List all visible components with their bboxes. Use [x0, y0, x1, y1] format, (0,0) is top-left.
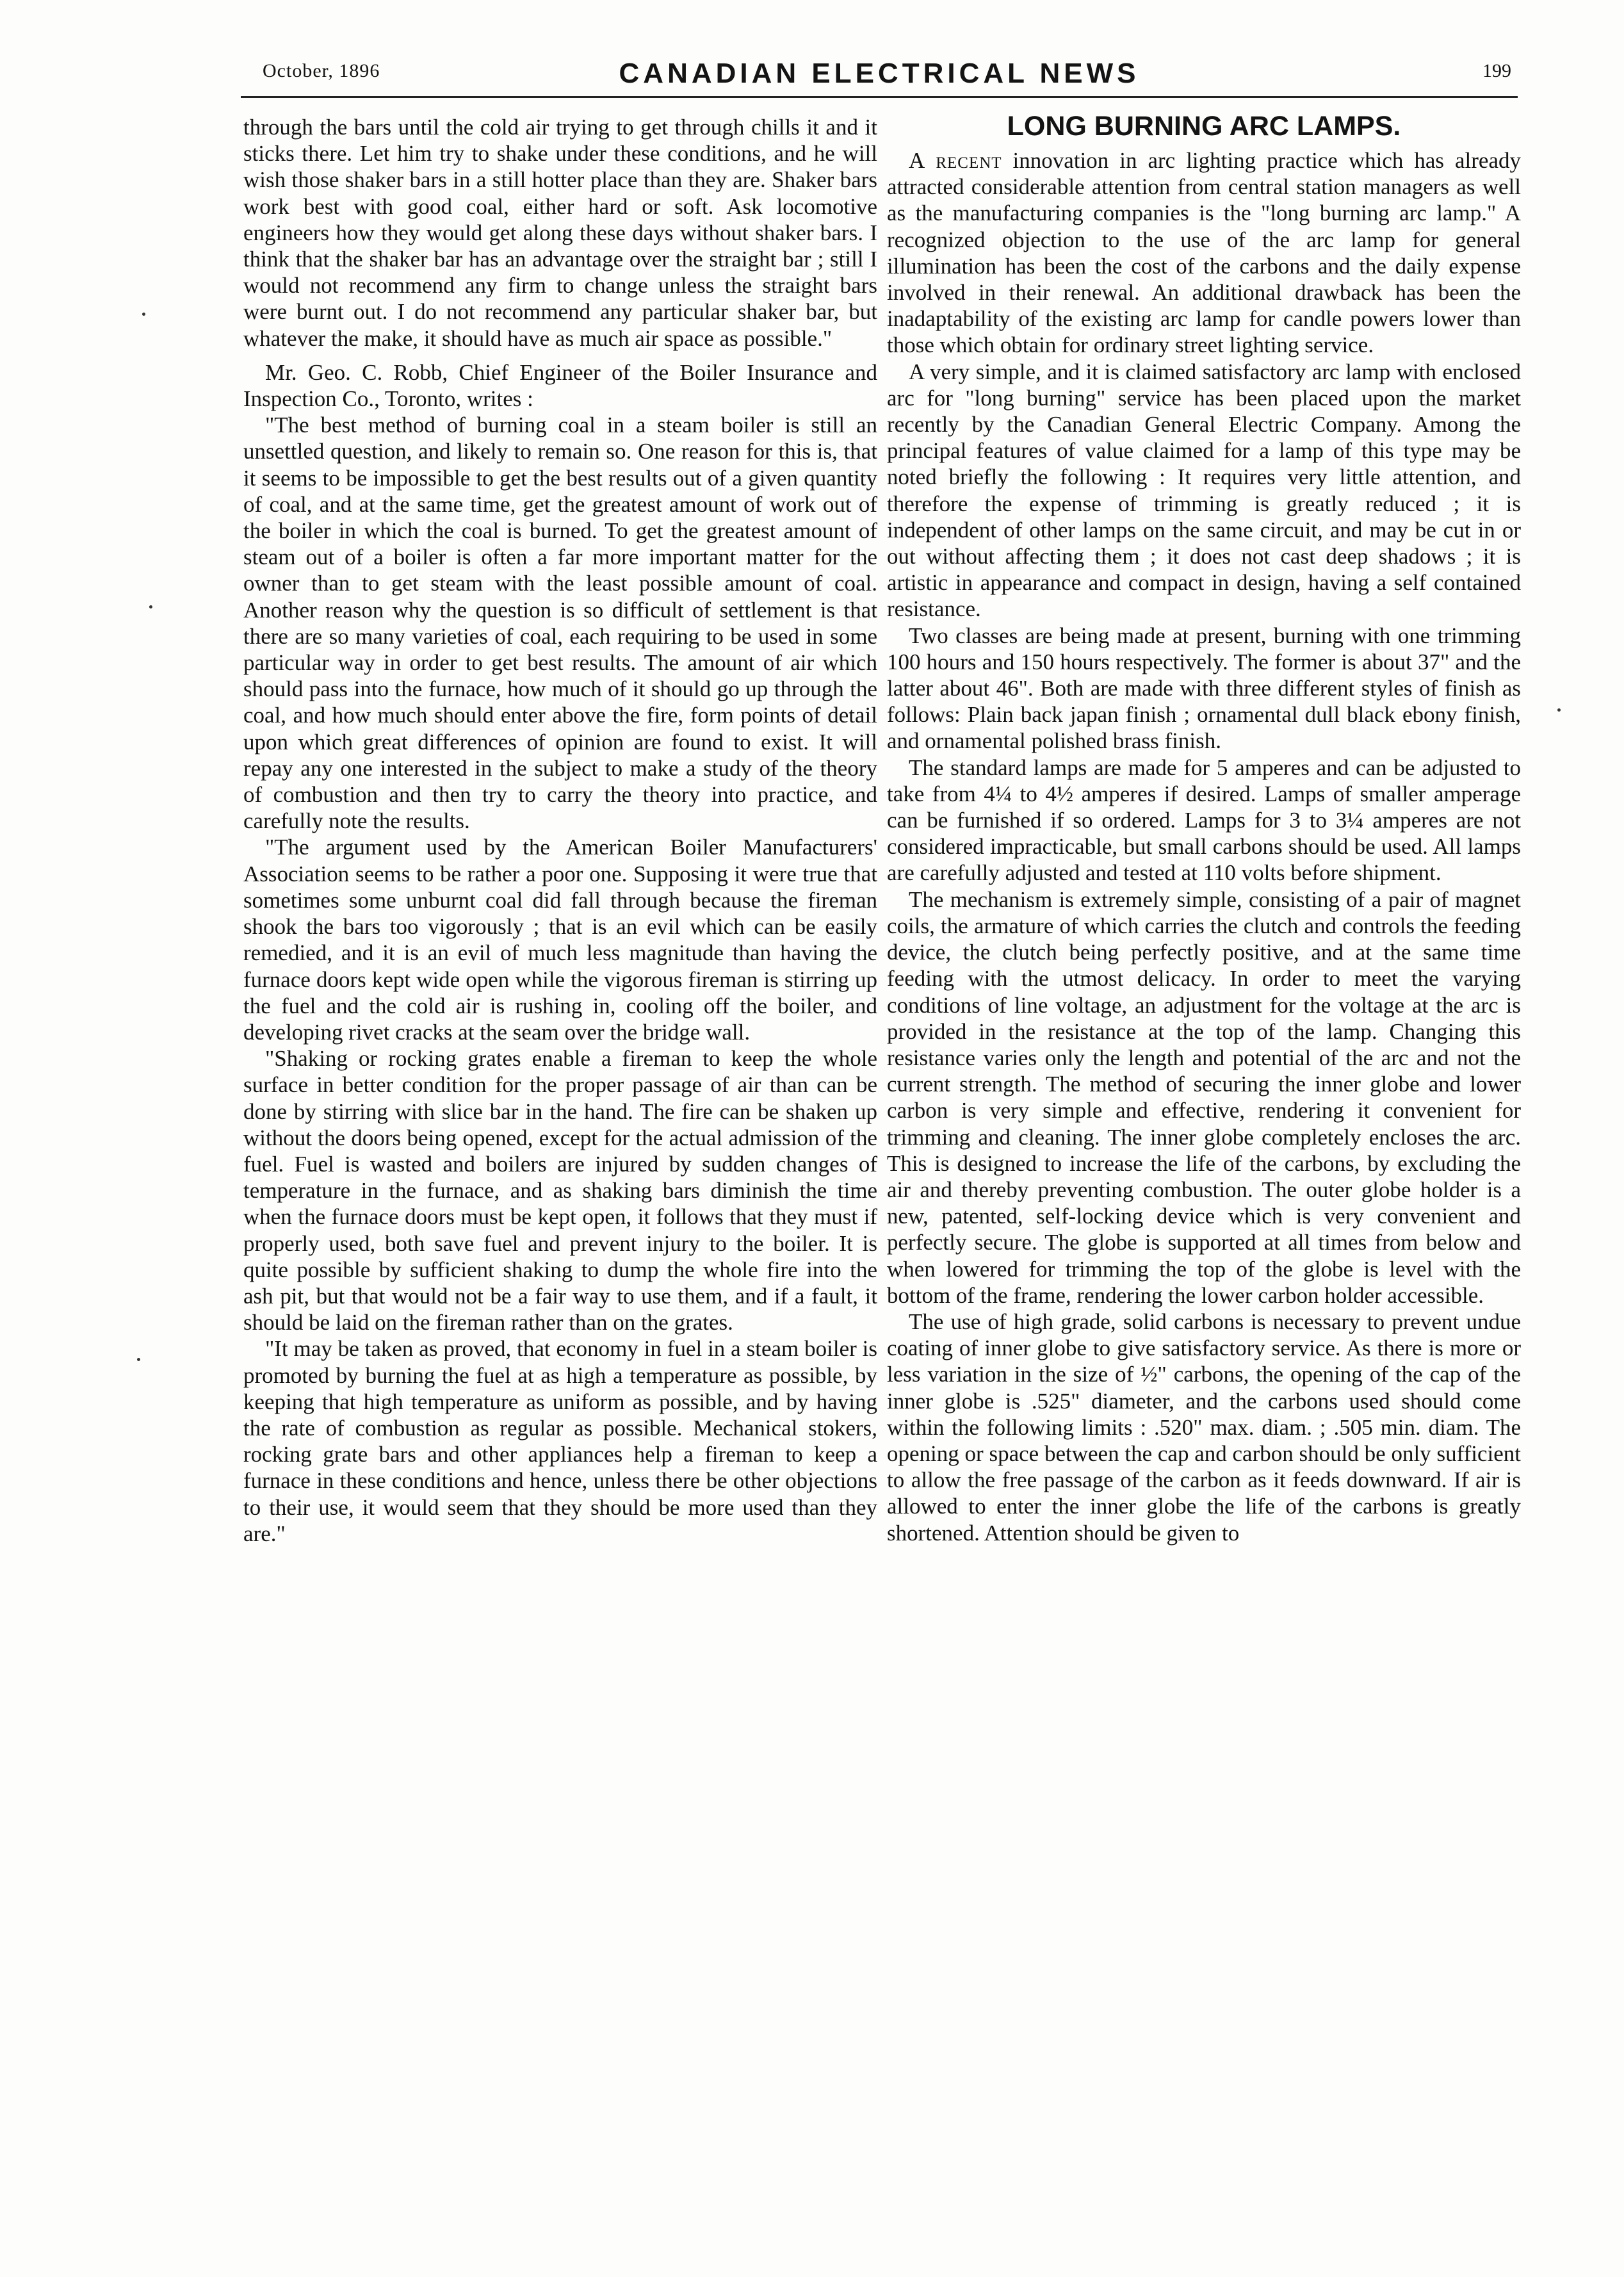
lead-word: A recent — [909, 148, 1002, 173]
left-column — [243, 114, 877, 1547]
right-paragraph-1 — [887, 147, 1521, 359]
scan-speck — [149, 605, 152, 608]
right-paragraph-3: Two classes are being made at present, burning with one trimming 100 hours and 150 hours respectively. The former is about 37" and the latter about 46". Both are made with three different styles of finish as follows: Plain back japan finish ; ornamental dull black ebony finish, and ornamental polished brass finish. — [887, 623, 1521, 754]
left-paragraph-6: "It may be taken as proved, that economy in fuel in a steam boiler is promoted by burning the fuel at as high a temperature as possible, by keeping that high temperature as uniform as possible, and by having the rate of combustion as regular as possible. Mechanical stokers, rocking grate bars and other appliances help a fireman to keep a furnace in these conditions and hence, unless there be other objections to their use, it would seem that they should be more used than they are." — [243, 1336, 877, 1546]
left-paragraph-3: "The best method of burning coal in a steam boiler is still an unsettled question, and likely to remain so. One reason for this is, that it seems to be impossible to get the best results out of a given quantity of coal, and at the same time, get the greatest amount of work out of the boiler in which the coal is burned. To get the greatest amount of steam out of a boiler is often a far more important matter for the owner than to get steam with the least possible amount of coal. Another reason why the question is so difficult of settlement is that there are so many varieties of coal, each requiring to be used in some particular way in order to get best results. The amount of air which should pass into the furnace, how much of it should go up through the coal, and how much should enter above the fire, form points of detail upon which great differences of opinion are found to exist. It will repay any one interested in the subject to make a study of the theory of combustion and then try to carry the theory into practice, and carefully note the results. — [243, 412, 877, 834]
left-paragraph-1: through the bars until the cold air trying to get through chills it and it sticks there. Let him try to shake under these conditions, and he will wish those shaker bars in a still hotter place than they are. Shaker bars work best with good coal, either hard or soft. Ask locomotive engineers how they would get along these days without shaker bars. I think that the shaker bar has an advantage over the straight bar ; still I would not recommend any firm to change unless the straight bars were burnt out. I do not recommend any particular shaker bar, but whatever the make, it should have as much air space as possible." — [243, 115, 877, 351]
publication-title: CANADIAN ELECTRICAL NEWS — [619, 58, 1140, 89]
right-column — [887, 110, 1521, 1546]
header-rule — [241, 96, 1518, 98]
page-number: 199 — [1482, 60, 1511, 81]
left-paragraph-4: "The argument used by the American Boiler Manufacturers' Association seems to be rather a poor one. Supposing it were true that sometimes some unburnt coal did fall through because the fireman shook the bars too vigorously ; that is an evil which can be easily remedied, and it is an evil of much less magnitude than having the furnace doors kept wide open while the vigorous fireman is stirring up the fuel and the cold air is rushing in, cooling off the boiler, and developing rivet cracks at the seam over the bridge wall. — [243, 835, 877, 1045]
right-paragraph-6: The use of high grade, solid carbons is necessary to prevent undue coating of inner globe to give satisfactory service. As there is more or less variation in the size of ½" carbons, the opening of the cap of the inner globe is .525" diameter, and the carbons used should come within the following limits : .520" max. diam. ; .505 min. diam. The opening or space between the cap and carbon should be only sufficient to allow the free passage of the carbon as it feeds downward. If air is allowed to enter the inner globe the life of the carbons is greatly shortened. Attention should be given to — [887, 1309, 1521, 1546]
right-paragraph-1-text: innovation in arc lighting practice which has already attracted considerable attention from central station managers as well as the manufacturing companies is the "long burning arc lamp." A recognized objection to the use of the arc lamp for general illumination has been the cost of the carbons and the daily expense involved in their renewal. An additional drawback has been the inadaptability of the existing arc lamp for candle powers lower than those which obtain for ordinary street lighting service. — [887, 148, 1522, 358]
right-paragraph-4: The standard lamps are made for 5 amperes and can be adjusted to take from 4¼ to 4½ amperes if desired. Lamps of smaller amperage can be furnished if so ordered. Lamps for 3 to 3¼ amperes are not considered impracticable, but small carbons should be used. All lamps are carefully adjusted and tested at 110 volts before shipment. — [887, 755, 1521, 886]
scan-speck — [142, 313, 145, 316]
left-paragraph-5: "Shaking or rocking grates enable a fireman to keep the whole surface in better condition for the proper passage of air than can be done by stirring with slice bar in the hand. The fire can be shaken up without the doors being opened, except for the actual admission of the fuel. Fuel is wasted and boilers are injured by sudden changes of temperature in the furnace, and as shaking bars diminish the time when the furnace doors must be kept open, it follows that they must if properly used, both save fuel and prevent injury to the boiler. It is quite possible by sufficient shaking to dump the whole fire into the ash pit, but that would not be a fair way to use them, and if a fault, it should be laid on the fireman rather than on the grates. — [243, 1046, 877, 1335]
scan-speck — [1557, 708, 1561, 712]
left-paragraph-2: Mr. Geo. C. Robb, Chief Engineer of the Boiler Insurance and Inspection Co., Toronto, writes : — [243, 359, 877, 412]
scan-speck — [137, 1358, 140, 1361]
issue-date: October, 1896 — [263, 60, 380, 81]
right-paragraph-2: A very simple, and it is claimed satisfactory arc lamp with enclosed arc for "long burning" service has been placed upon the market recently by the Canadian General Electric Company. Among the principal features of value claimed for a lamp of this type may be noted briefly the following : It requires very little attention, and therefore the expense of trimming is greatly reduced ; it is independent of other lamps on the same circuit, and may be cut in or out without affecting them ; it does not cast deep shadows ; it is artistic in appearance and compact in design, having a self contained resistance. — [887, 359, 1521, 622]
right-paragraph-5: The mechanism is extremely simple, consisting of a pair of magnet coils, the armature of which carries the clutch and controls the feeding device, the clutch being perfectly positive, and at the same time feeding with the utmost delicacy. In order to meet the varying conditions of line voltage, an adjustment for the voltage at the arc is provided in the resistance at the top of the lamp. Changing this resistance varies only the length and potential of the arc and not the current strength. The method of securing the inner globe and lower carbon is very simple and effective, rendering it convenient for trimming and cleaning. The inner globe completely encloses the arc. This is designed to increase the life of the carbons, by excluding the air and thereby preventing combustion. The outer globe holder is a new, patented, self-locking device which is very convenient and perfectly secure. The globe is supported at all times from below and when lowered for trimming the top of the globe is level with the bottom of the frame, rendering the lower carbon holder accessible. — [887, 886, 1521, 1308]
page-header — [241, 54, 1518, 99]
article-title: LONG BURNING ARC LAMPS. — [1007, 111, 1401, 142]
